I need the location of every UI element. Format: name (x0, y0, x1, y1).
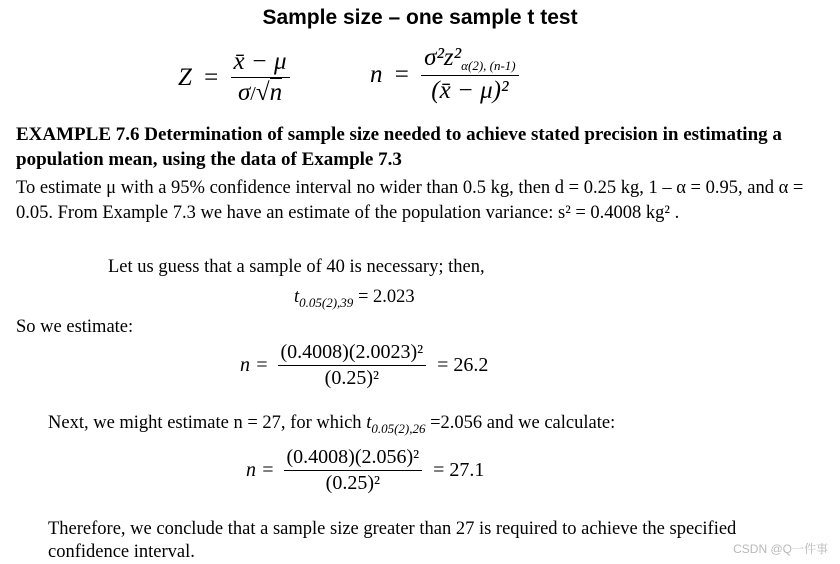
conclusion: Therefore, we conclude that a sample size greater than 27 is required to achieve the specified confidence interval. (48, 519, 737, 562)
calc-1-numerator: (0.4008)(2.0023)² (278, 341, 427, 366)
calc-2-lhs: n = (246, 459, 275, 481)
page-title: Sample size – one sample t test (262, 6, 578, 29)
z-fraction (231, 48, 290, 107)
z-den-n: n (269, 79, 283, 106)
guess-line: Let us guess that a sample of 40 is necessary; then, (108, 257, 485, 277)
watermark: CSDN @Q一件事 (733, 542, 828, 556)
calc-2-numerator: (0.4008)(2.056)² (284, 446, 423, 471)
z-denominator: σ/√n (237, 79, 283, 106)
t-value: = 2.023 (357, 287, 415, 307)
n-formula (370, 44, 519, 105)
estimate-label: So we estimate: (16, 317, 134, 337)
calc-2-fraction (284, 446, 423, 495)
next-line (48, 413, 615, 437)
next-line-before: Next, we might estimate n = 27, for which (48, 413, 362, 433)
t-value-line (294, 287, 415, 311)
z-den-sigma: σ (237, 79, 251, 106)
intro-paragraph: To estimate μ with a 95% confidence interval no wider than 0.5 kg, then d = 0.25 kg, 1 – α = 0.95, and α = 0.05. From Example 7.3 we have an estimate of the population variance: s² = 0.4008 kg² . (16, 178, 804, 223)
calc-1-lhs: n = (240, 354, 269, 376)
equals-sign: = (394, 60, 409, 88)
calc-1-fraction (278, 341, 427, 390)
n-numerator (421, 44, 519, 76)
calc-2-denominator: (0.25)² (325, 472, 380, 494)
sqrt-icon: √ (255, 79, 270, 106)
calc-1 (240, 341, 494, 390)
example-heading: EXAMPLE 7.6 Determination of sample size needed to achieve stated precision in estimating a population mean, using the data of Example 7.3 (16, 124, 782, 170)
calc-2-result: = 27.1 (433, 459, 485, 481)
n-numerator-sub: α(2), (n-1) (461, 58, 516, 73)
n-numerator-main: σ²z² (424, 44, 462, 71)
z-formula (178, 48, 290, 107)
t-subscript: 0.05(2),26 (371, 421, 426, 436)
z-numerator: x̄ − μ (231, 48, 290, 78)
calc-2 (246, 446, 490, 495)
t-symbol: t (366, 413, 372, 433)
equals-sign: = (204, 63, 219, 91)
next-line-after: =2.056 and we calculate: (430, 413, 616, 433)
n-fraction (421, 44, 519, 105)
n-formula-lhs: n (370, 60, 383, 88)
calc-1-denominator: (0.25)² (324, 367, 379, 389)
calc-1-result: = 26.2 (437, 354, 489, 376)
n-denominator: (x̄ − μ)² (431, 77, 509, 104)
z-formula-lhs: Z (178, 63, 192, 91)
t-subscript: 0.05(2),39 (299, 295, 354, 310)
t-symbol: t (294, 287, 300, 307)
